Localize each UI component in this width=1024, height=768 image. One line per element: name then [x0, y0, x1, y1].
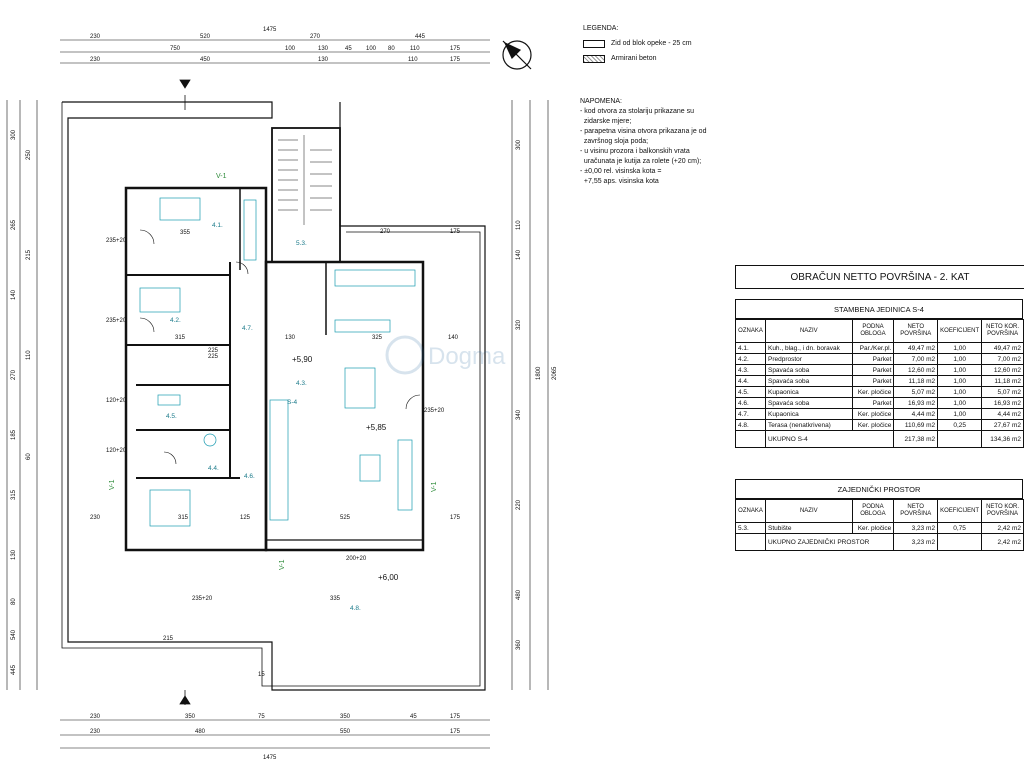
unit-section-title: STAMBENA JEDINICA S-4 [735, 299, 1023, 319]
dimension-label: 110 [410, 46, 420, 52]
table-row [736, 343, 1024, 354]
table-cell: 4.3. [736, 365, 766, 376]
table-cell: 5.3. [736, 523, 766, 534]
dimension-label: 350 [340, 714, 351, 720]
table-cell: 11,18 m2 [894, 376, 938, 387]
dimension-label: 110 [408, 57, 418, 63]
table-cell: 1,00 [938, 387, 982, 398]
dimension-label: 130 [318, 46, 329, 52]
dimension-label: 480 [195, 729, 206, 735]
table-header: NETO KOR. POVRŠINA [982, 500, 1024, 523]
table-cell: 1,00 [938, 409, 982, 420]
room-label: 4.1. [212, 222, 223, 229]
dimension-label: 340 [516, 409, 522, 420]
table-cell: Parket [852, 376, 894, 387]
dimension-label: 445 [415, 34, 426, 40]
dimension-label: 325 [372, 335, 383, 341]
dimension-label: 335 [330, 596, 341, 602]
table-cell: 1,00 [938, 365, 982, 376]
dimension-label: 125 [240, 515, 251, 521]
table-total-cell [736, 431, 766, 448]
table-row [736, 387, 1024, 398]
dimension-label: 230 [90, 714, 101, 720]
table-cell: Predprostor [765, 354, 852, 365]
dimension-label: 215 [26, 249, 32, 260]
table-cell: 4.4. [736, 376, 766, 387]
dimension-label: 550 [340, 729, 351, 735]
dimension-label: 540 [11, 629, 17, 640]
table-cell: Parket [852, 365, 894, 376]
table-cell: Parket [852, 354, 894, 365]
notes-title: NAPOMENA: [580, 98, 623, 105]
elevation-mark: +6,00 [378, 573, 399, 582]
table-cell: 1,00 [938, 398, 982, 409]
table-cell: 7,00 m2 [982, 354, 1024, 365]
table-cell: 12,60 m2 [982, 365, 1024, 376]
dimension-label: 220 [516, 499, 522, 510]
table-cell: 27,67 m2 [982, 420, 1024, 431]
table-cell: Parket [852, 398, 894, 409]
dimension-label: 270 [310, 34, 321, 40]
table-cell: 16,93 m2 [982, 398, 1024, 409]
dimension-label: 15 [258, 672, 265, 678]
legend-swatch-hatched [583, 55, 605, 63]
table-header: NETO POVRŠINA [894, 320, 938, 343]
table-cell: 1,00 [938, 354, 982, 365]
bed-room-4-4 [140, 288, 180, 312]
dimension-label: 520 [200, 34, 211, 40]
opening-note: 235+20 [192, 596, 213, 602]
dimension-label: 315 [178, 515, 189, 521]
dimension-label: 45 [345, 46, 352, 52]
room-label: 5.3. [296, 240, 307, 247]
table-total-cell: 3,23 m2 [894, 534, 938, 551]
table-cell: 4,44 m2 [982, 409, 1024, 420]
dimension-label: 315 [175, 335, 186, 341]
dimension-label: 1800 [536, 366, 542, 380]
table-header: KOEFICIJENT [938, 500, 982, 523]
coffee-table [360, 455, 380, 481]
table-cell: Ker. pločice [852, 420, 894, 431]
dimension-label: 230 [90, 515, 101, 521]
opening-note: 235+20 [424, 408, 445, 414]
table-cell: 1,00 [938, 343, 982, 354]
dimension-label: 175 [450, 515, 461, 521]
room-label: 4.6. [244, 473, 255, 480]
table-cell: 4.6. [736, 398, 766, 409]
dimension-label: 265 [11, 219, 17, 230]
table-cell: Par./Ker.pl. [852, 343, 894, 354]
table-cell: Spavaća soba [765, 365, 852, 376]
unit-tag: S-4 [287, 399, 298, 406]
dimension-label: 80 [11, 598, 17, 605]
table-cell: 4.8. [736, 420, 766, 431]
legend-label: Armirani beton [611, 55, 657, 62]
living-unit [270, 400, 288, 520]
dimension-label: 175 [450, 46, 461, 52]
dimension-label: 175 [450, 229, 461, 235]
dimension-label: 300 [11, 129, 17, 140]
dimension-label: 300 [516, 139, 522, 150]
table-cell: 12,60 m2 [894, 365, 938, 376]
dimension-label: 80 [388, 46, 395, 52]
dimension-label: 140 [516, 249, 522, 260]
dimension-label: 270 [380, 229, 391, 235]
dimension-label: 175 [450, 729, 461, 735]
table-total-row [736, 431, 1024, 448]
dimension-total: 1475 [263, 27, 277, 33]
table-header: OZNAKA [736, 500, 766, 523]
dimension-label: 350 [185, 714, 196, 720]
room-label: 4.5. [166, 413, 177, 420]
room-label: 4.4. [208, 465, 219, 472]
room-label: 4.3. [296, 380, 307, 387]
table-row [736, 376, 1024, 387]
unit-area-table [735, 319, 1024, 448]
legend [583, 24, 733, 63]
table-cell: Kuh., blag., i dn. boravak [765, 343, 852, 354]
table-row [736, 420, 1024, 431]
table-header: NETO KOR. POVRŠINA [982, 320, 1024, 343]
dimension-label: 320 [516, 319, 522, 330]
dimension-label: 270 [11, 369, 17, 380]
table-total-cell: 2,42 m2 [982, 534, 1024, 551]
legend-swatch-empty [583, 40, 605, 48]
common-area-table [735, 499, 1024, 551]
kitchen-island [335, 320, 390, 332]
table-cell: Ker. pločice [852, 387, 894, 398]
dimension-label: 100 [285, 46, 296, 52]
dimension-label: 355 [180, 230, 191, 236]
table-cell: 3,23 m2 [894, 523, 938, 534]
dimension-label: 445 [11, 664, 17, 675]
table-cell: 2,42 m2 [982, 523, 1024, 534]
opening-note: 120+20 [106, 398, 127, 404]
building-outline [62, 102, 485, 690]
section-tag: V-1 [431, 481, 438, 492]
opening-note: 120+20 [106, 448, 127, 454]
dimension-label: 140 [448, 335, 459, 341]
table-row [736, 523, 1024, 534]
table-cell: Stubište [765, 523, 852, 534]
table-cell: 0,75 [938, 523, 982, 534]
dimension-label: 130 [11, 549, 17, 560]
dimension-label: 45 [410, 714, 417, 720]
north-arrow-icon [503, 41, 531, 69]
dimension-label: 230 [90, 57, 101, 63]
table-cell: 4,44 m2 [894, 409, 938, 420]
dimension-label: 315 [11, 489, 17, 500]
dimension-label: 175 [450, 714, 461, 720]
dimension-label: 75 [258, 714, 265, 720]
table-row [736, 398, 1024, 409]
right-dimension-lines [512, 100, 548, 690]
dimension-label: 360 [516, 639, 522, 650]
table-cell: Kupaonica [765, 387, 852, 398]
table-header: NETO POVRŠINA [894, 500, 938, 523]
svg-text:Dogma: Dogma [428, 343, 506, 370]
table-cell: 16,93 m2 [894, 398, 938, 409]
dining-table [345, 368, 375, 408]
room-label: 4.2. [170, 317, 181, 324]
elevation-mark: +5,90 [292, 355, 313, 364]
summary-title: OBRAČUN NETTO POVRŠINA - 2. KAT [735, 265, 1024, 289]
dimension-label: 175 [450, 57, 461, 63]
table-header: NAZIV [765, 320, 852, 343]
dimension-label: 230 [90, 729, 101, 735]
opening-note: 235+20 [106, 318, 127, 324]
table-cell: 7,00 m2 [894, 354, 938, 365]
legend-label: Zid od blok opeke - 25 cm [611, 40, 692, 47]
table-cell: 4.7. [736, 409, 766, 420]
dimension-label: 525 [340, 515, 351, 521]
table-cell: 49,47 m2 [982, 343, 1024, 354]
section-markers [180, 80, 190, 705]
section-tag: V-1 [279, 559, 286, 570]
table-header: PODNA OBLOGA [852, 320, 894, 343]
opening-note: 225 [208, 348, 219, 354]
dimension-total: 1475 [263, 755, 277, 761]
wardrobe [244, 200, 256, 260]
note-line: - kod otvora za stolariju prikazane su zidarske mjere; [580, 108, 694, 125]
furniture [140, 198, 415, 526]
table-cell: 110,69 m2 [894, 420, 938, 431]
room-label: 4.8. [350, 605, 361, 612]
dimension-label: 2065 [552, 366, 558, 380]
note-line: - parapetna visina otvora prikazana je od završnog sloja poda; [580, 128, 707, 145]
table-cell: 11,18 m2 [982, 376, 1024, 387]
dimension-label: 230 [90, 34, 101, 40]
table-cell: Kupaonica [765, 409, 852, 420]
table-cell: 0,25 [938, 420, 982, 431]
table-cell: 1,00 [938, 376, 982, 387]
table-cell: 49,47 m2 [894, 343, 938, 354]
dimension-label: 450 [200, 57, 211, 63]
table-header: PODNA OBLOGA [852, 500, 894, 523]
table-cell: Ker. pločice [852, 409, 894, 420]
table-total-cell [938, 431, 982, 448]
table-cell: 5,07 m2 [894, 387, 938, 398]
table-cell: 4.2. [736, 354, 766, 365]
opening-note: 200+20 [346, 556, 367, 562]
table-total-cell [938, 534, 982, 551]
table-total-cell: 217,38 m2 [894, 431, 938, 448]
table-row [736, 365, 1024, 376]
section-tag: V-1 [109, 479, 116, 490]
table-cell: Ker. pločice [852, 523, 894, 534]
watermark-logo [387, 337, 506, 373]
table-total-row [736, 534, 1024, 551]
table-cell: Terasa (nenatkrivena) [765, 420, 852, 431]
sofa [398, 440, 412, 510]
table-cell: 5,07 m2 [982, 387, 1024, 398]
room-label: 4.7. [242, 325, 253, 332]
bed-room-4-3 [160, 198, 200, 220]
dimension-label: 100 [366, 46, 377, 52]
table-header: KOEFICIJENT [938, 320, 982, 343]
dimension-label: 130 [318, 57, 329, 63]
opening-note: 225 [208, 354, 219, 360]
table-cell: 4.5. [736, 387, 766, 398]
notes-block [580, 97, 740, 187]
dimension-label: 110 [516, 220, 522, 230]
table-header: OZNAKA [736, 320, 766, 343]
dimension-label: 215 [163, 636, 174, 642]
table-cell: Spavaća soba [765, 376, 852, 387]
elevation-mark: +5,85 [366, 423, 387, 432]
table-row [736, 354, 1024, 365]
bottom-dimension-lines [60, 720, 490, 748]
section-tag: V-1 [216, 173, 227, 180]
dimension-label: 130 [285, 335, 296, 341]
table-row [736, 409, 1024, 420]
note-line: - ±0,00 rel. visinska kota = +7,55 aps. visinska kota [580, 168, 662, 185]
opening-note: 235+20 [106, 238, 127, 244]
washbasin [204, 434, 216, 446]
legend-title: LEGENDA: [583, 25, 619, 32]
dimension-label: 110 [26, 350, 32, 360]
common-section-title: ZAJEDNIČKI PROSTOR [735, 479, 1023, 499]
table-cell: Spavaća soba [765, 398, 852, 409]
dimension-label: 250 [26, 149, 32, 160]
table-total-cell: UKUPNO ZAJEDNIČKI PROSTOR [765, 534, 893, 551]
table-total-cell: UKUPNO S-4 [765, 431, 893, 448]
top-dimension-lines [60, 40, 490, 63]
table-cell: 4.1. [736, 343, 766, 354]
legend-item-brick [583, 39, 733, 48]
note-line: - u visinu prozora i balkonskih vrata uračunata je kutija za rolete (+20 cm); [580, 148, 702, 165]
dimension-label: 60 [26, 453, 32, 460]
table-header: NAZIV [765, 500, 852, 523]
bathtub [158, 395, 180, 405]
table-total-cell [736, 534, 766, 551]
dimension-label: 750 [170, 46, 181, 52]
legend-item-concrete [583, 54, 733, 63]
dimension-label: 140 [11, 289, 17, 300]
table-total-cell: 134,36 m2 [982, 431, 1024, 448]
kitchen-counter [335, 270, 415, 286]
dimension-label: 185 [11, 429, 17, 440]
dimension-label: 480 [516, 589, 522, 600]
